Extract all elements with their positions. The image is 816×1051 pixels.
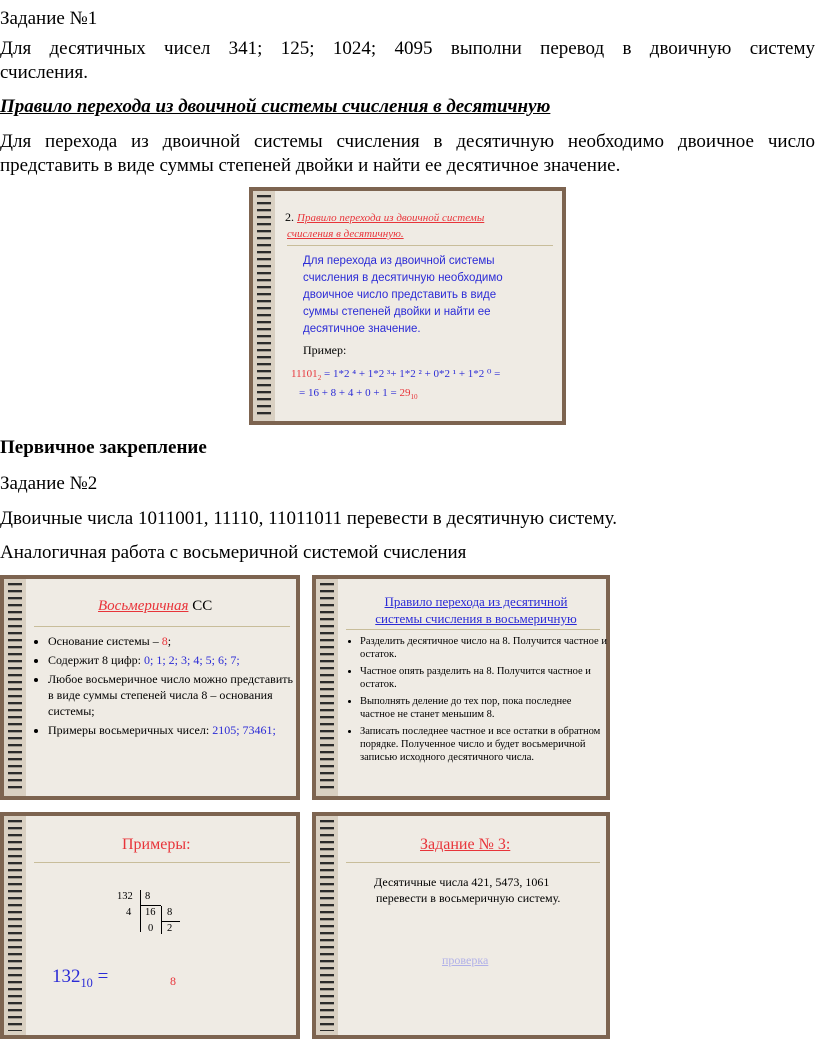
rule-text-line1: Для перехода из двоичной системы счисления в десятичную необходимо двоичное число [0, 131, 815, 152]
consolidation-heading: Первичное закрепление [0, 437, 207, 458]
list-item: • Частное опять разделить на 8. Получится частное и остаток. [360, 665, 608, 691]
spiral-binding [253, 195, 275, 417]
slide1-example-label: Пример: [303, 343, 347, 357]
task1-text-line2: счисления. [0, 62, 88, 83]
rule-heading: Правило перехода из двоичной системы счисления в десятичную [0, 96, 551, 117]
check-link[interactable]: проверка [442, 953, 489, 967]
list-item: • Основание системы – 8; [48, 633, 298, 649]
spiral-binding [316, 820, 338, 1031]
rule-text-line2: представить в виде суммы степеней двойки и найти ее десятичное значение. [0, 155, 621, 176]
spiral-binding [4, 583, 26, 792]
slide1-equation-1: $11101_2 = 1*2$ ⁴ + 1*2 ³+ 1*2 ² + 0*2 ¹ + 1*2 ⁰ = [291, 368, 501, 383]
slide-task3 [312, 812, 610, 1039]
octal-intro: Аналогичная работа с восьмеричной системой счисления [0, 542, 467, 563]
list-item: • Любое восьмеричное число можно представить в виде суммы степеней числа 8 – основания системы; [48, 671, 298, 719]
slide3-title: Правило перехода из десятичной системы счисления в восьмеричную [375, 594, 577, 626]
slide1-title-line1: Правило перехода из двоичной системы [297, 212, 485, 224]
task1-title: Задание №1 [0, 8, 98, 29]
slide4-title: Примеры: [122, 836, 191, 853]
slide2-bullets [34, 633, 298, 738]
list-item: • Выполнять деление до тех пор, пока последнее частное не станет меньшим 8. [360, 695, 608, 721]
task1-text-line1: Для десятичных чисел 341; 125; 1024; 4095 выполни перевод в двоичную систему [0, 38, 815, 59]
slide-binary-rule [249, 187, 566, 425]
slide1-body: Для перехода из двоичной системы счисления в десятичную необходимо двоичное число представить в виде суммы степеней двойки и найти ее десятичное значение. [303, 255, 503, 335]
slide2-title: Восьмеричная СС [98, 598, 213, 614]
slide5-title: Задание № 3: [420, 836, 511, 853]
slide3-bullets [346, 635, 608, 764]
slide-examples: Примеры: 132 8 4 16 8 0 2 $132_{10}$ = 8 [0, 812, 300, 1039]
slide1-title-line2: счисления в десятичную. [287, 228, 404, 240]
slide1-number: 2. [285, 210, 294, 224]
slide4-result-value: 8 [170, 974, 176, 988]
list-item: • Разделить десятичное число на 8. Получится частное и остаток. [360, 635, 608, 661]
list-item: • Содержит 8 цифр: 0; 1; 2; 3; 4; 5; 6; 7; [48, 652, 298, 668]
slide1-equation-2: = $16 + 8 + 4 + 0 + 1 = 29_{10}$ [299, 387, 418, 402]
list-item: • Записать последнее частное и все остатки в обратном порядке. Полученное число и будет восьмеричной записью исходного десятичного числа. [360, 725, 608, 764]
spiral-binding [4, 820, 26, 1031]
slide-decimal-to-octal-rule [312, 575, 610, 800]
task2-text: Двоичные числа 1011001, 11110, 11011011 перевести в десятичную систему. [0, 508, 617, 529]
slide5-text: Десятичные числа 421, 5473, 1061 перевести в восьмеричную систему. [374, 875, 561, 905]
list-item: • Примеры восьмеричных чисел: 2105; 73461; [48, 722, 298, 738]
slide-octal-system [0, 575, 300, 800]
task2-title: Задание №2 [0, 473, 98, 494]
slide4-result: $132_{10}$ = [52, 966, 109, 990]
spiral-binding [316, 583, 338, 792]
